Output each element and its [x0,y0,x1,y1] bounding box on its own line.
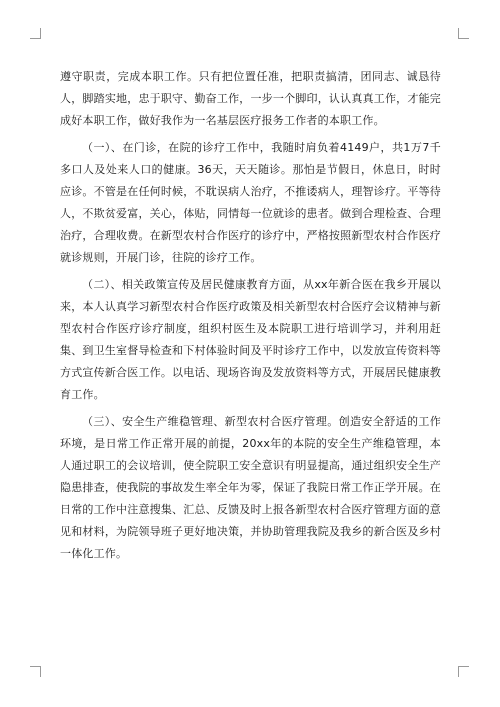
paragraph-safety-management: （三）、安全生产维稳管理、新型农村合医疗管理。创造安全舒适的工作环境，是日常工作正常开展的前提，20xx年的本院的安全生产维稳管理，本人通过职工的会议培训，使全院职工安全意识有明显提高，通过组织安全生产隐患排查，使我院的事故发生率全年为零，保证了我院日常工作正学开展。在日常的工作中注意搜集、汇总、反馈及时上报各新型农村合医疗管理方面的意见和材料，为院领导班子更好地决策，并协助管理我院及我乡的新合医及乡村一体化工作。 [60,415,441,560]
paragraph-continuation: 遵守职责，完成本职工作。只有把位置任准，把职责搞清，团同志、诚恳待人，脚踏实地，忠于职守、勤奋工作，一步一个脚印，认认真真工作，才能完成好本职工作，做好我作为一名基层医疗报务工作者的本职工作。 [60,70,441,127]
crop-mark-top-left [30,28,41,39]
document-body [60,66,441,570]
crop-mark-bottom-right [458,666,469,677]
crop-mark-top-right [458,28,469,39]
paragraph-outpatient: （一）、在门诊，在院的诊疗工作中，我随时肩负着4149户，共1万7千多口人及处来人口的健康。36天，天天随诊。那怕是节假日，休息日，时时应诊。不管是在任何时候，不耽误病人治疗，不推诿病人，理智诊疗。平等待人，不欺贫爱富，关心，体贴，同情每一位就诊的患者。做到合理检查、合理治疗，合理收费。在新型农村合作医疗的诊疗中，严格按照新型农村合作医疗就诊规则，开展门诊，往院的诊疗工作。 [60,141,441,264]
crop-mark-bottom-left [30,666,41,677]
paragraph-policy-education: （二）、相关政策宣传及居民健康教育方面，从xx年新合医在我乡开展以来，本人认真学习新型农村合作医疗政策及相关新型农村合医疗会议精神与新型农村合作医疗诊疗制度，组织村医生及本院职工进行培训学习，并利用赶集、到卫生室督导检查和下村体验时间及平时诊疗工作中，以发放宣传资料等方式宣传新合医工作。以电话、现场咨询及发放资料等方式，开展居民健康教育工作。 [60,278,441,401]
